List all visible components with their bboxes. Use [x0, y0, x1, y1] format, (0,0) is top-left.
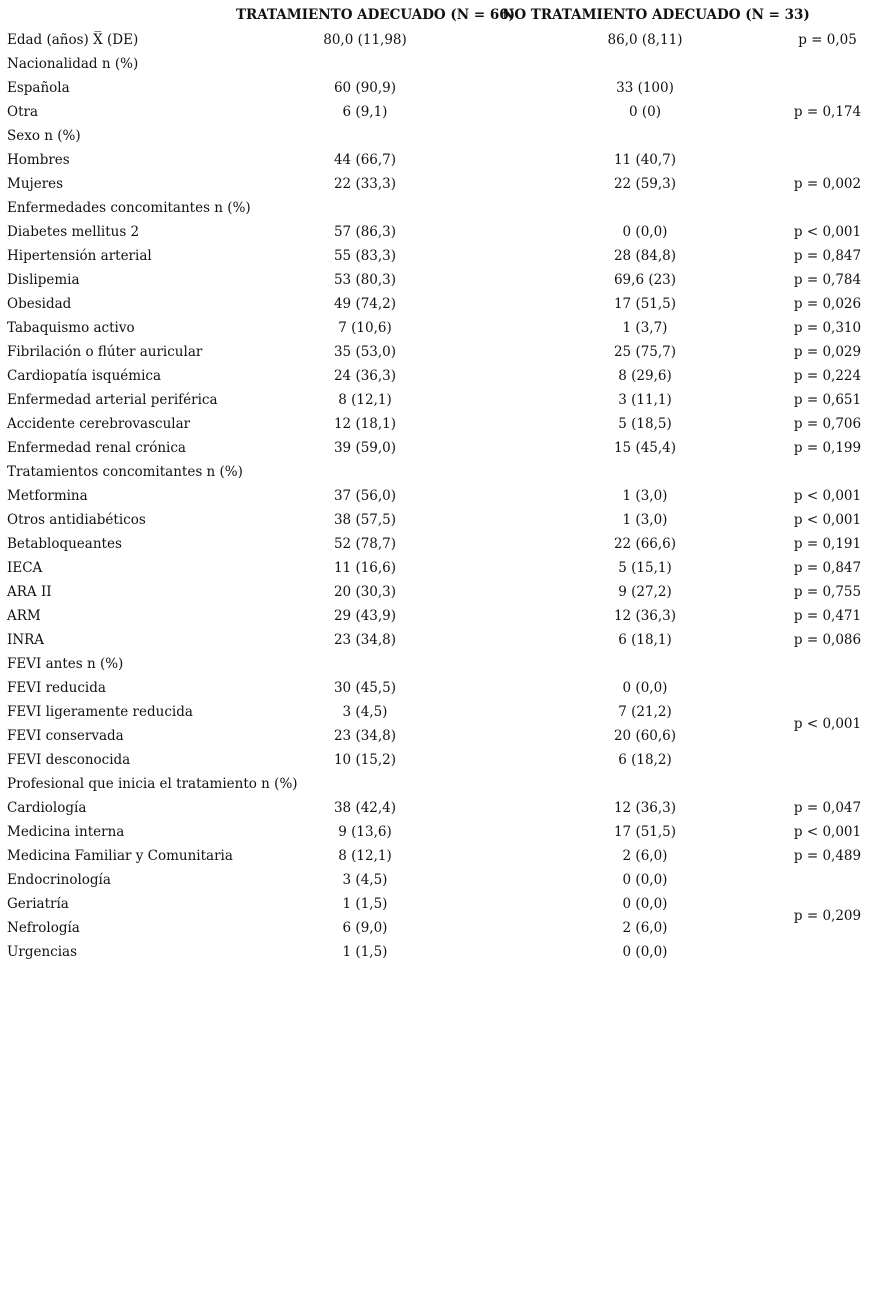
p-value: p < 0,001	[793, 224, 862, 240]
table-row	[0, 316, 871, 340]
table-row	[0, 52, 871, 76]
p-value: p = 0,029	[793, 344, 862, 360]
value-tratamiento-adecuado: 6 (9,0)	[342, 920, 388, 936]
table-row	[0, 676, 871, 700]
value-tratamiento-adecuado: 53 (80,3)	[333, 272, 397, 288]
value-tratamiento-adecuado: 29 (43,9)	[333, 608, 397, 624]
table-row	[0, 292, 871, 316]
p-value-profesional-otros: p = 0,209	[793, 908, 862, 924]
row-label: Obesidad	[7, 296, 72, 312]
value-tratamiento-adecuado: 37 (56,0)	[333, 488, 397, 504]
value-no-tratamiento-adecuado: 69,6 (23)	[613, 272, 677, 288]
value-no-tratamiento-adecuado: 17 (51,5)	[613, 296, 677, 312]
value-tratamiento-adecuado: 9 (13,6)	[338, 824, 392, 840]
table-row	[0, 844, 871, 868]
row-label: Tratamientos concomitantes n (%)	[7, 464, 243, 480]
row-label: Profesional que inicia el tratamiento n (%)	[7, 776, 298, 792]
p-value: p = 0,784	[793, 272, 862, 288]
value-no-tratamiento-adecuado: 0 (0,0)	[622, 944, 668, 960]
value-tratamiento-adecuado: 8 (12,1)	[338, 392, 392, 408]
p-value: p = 0,651	[793, 392, 862, 408]
p-value-sexo: p = 0,002	[793, 176, 862, 192]
value-no-tratamiento-adecuado: 22 (59,3)	[613, 176, 677, 192]
row-label: Hipertensión arterial	[7, 248, 152, 264]
table-row	[0, 604, 871, 628]
row-label: Tabaquismo activo	[7, 320, 135, 336]
value-tratamiento-adecuado: 38 (57,5)	[333, 512, 397, 528]
value-no-tratamiento-adecuado: 1 (3,0)	[622, 512, 668, 528]
row-label: Mujeres	[7, 176, 64, 192]
p-value: p = 0,310	[793, 320, 862, 336]
table-row	[0, 580, 871, 604]
value-tratamiento-adecuado: 7 (10,6)	[338, 320, 392, 336]
value-no-tratamiento-adecuado: 7 (21,2)	[618, 704, 672, 720]
row-label: Metformina	[7, 488, 88, 504]
row-label: FEVI conservada	[7, 728, 124, 744]
table-row	[0, 460, 871, 484]
value-tratamiento-adecuado: 22 (33,3)	[333, 176, 397, 192]
value-no-tratamiento-adecuado: 5 (15,1)	[618, 560, 672, 576]
value-tratamiento-adecuado: 23 (34,8)	[333, 728, 397, 744]
table-row	[0, 364, 871, 388]
value-tratamiento-adecuado: 49 (74,2)	[333, 296, 397, 312]
value-tratamiento-adecuado: 60 (90,9)	[333, 80, 397, 96]
row-label: INRA	[7, 632, 45, 648]
p-value: p = 0,471	[793, 608, 862, 624]
value-no-tratamiento-adecuado: 17 (51,5)	[613, 824, 677, 840]
row-label: IECA	[7, 560, 43, 576]
p-value: p = 0,847	[793, 248, 862, 264]
table-row	[0, 796, 871, 820]
row-label: Otros antidiabéticos	[7, 512, 146, 528]
value-no-tratamiento-adecuado: 9 (27,2)	[618, 584, 672, 600]
table-row	[0, 484, 871, 508]
value-tratamiento-adecuado: 3 (4,5)	[342, 872, 388, 888]
p-value: p = 0,199	[793, 440, 862, 456]
table-row	[0, 508, 871, 532]
value-no-tratamiento-adecuado: 12 (36,3)	[613, 608, 677, 624]
value-no-tratamiento-adecuado: 0 (0,0)	[622, 224, 668, 240]
table-row	[0, 628, 871, 652]
value-tratamiento-adecuado: 57 (86,3)	[333, 224, 397, 240]
row-label: Nacionalidad n (%)	[7, 56, 139, 72]
value-no-tratamiento-adecuado: 11 (40,7)	[613, 152, 677, 168]
value-no-tratamiento-adecuado: 6 (18,2)	[618, 752, 672, 768]
table-header	[0, 0, 871, 28]
p-value: p = 0,047	[793, 800, 862, 816]
value-tratamiento-adecuado: 20 (30,3)	[333, 584, 397, 600]
table-body	[0, 28, 871, 964]
row-label: Nefrología	[7, 920, 80, 936]
value-no-tratamiento-adecuado: 0 (0,0)	[622, 896, 668, 912]
value-no-tratamiento-adecuado: 5 (18,5)	[618, 416, 672, 432]
table-row	[0, 244, 871, 268]
value-tratamiento-adecuado: 1 (1,5)	[342, 944, 388, 960]
row-label: FEVI antes n (%)	[7, 656, 124, 672]
column-header-tratamiento-adecuado: TRATAMIENTO ADECUADO (N = 66)	[236, 7, 516, 23]
table-row	[0, 28, 871, 52]
row-label: Endocrinología	[7, 872, 111, 888]
value-tratamiento-adecuado: 8 (12,1)	[338, 848, 392, 864]
table-row	[0, 700, 871, 724]
value-no-tratamiento-adecuado: 6 (18,1)	[618, 632, 672, 648]
row-label: Medicina Familiar y Comunitaria	[7, 848, 233, 864]
row-label: FEVI reducida	[7, 680, 106, 696]
value-tratamiento-adecuado: 55 (83,3)	[333, 248, 397, 264]
value-no-tratamiento-adecuado: 20 (60,6)	[613, 728, 677, 744]
row-label: Accidente cerebrovascular	[7, 416, 191, 432]
table-row	[0, 820, 871, 844]
p-value-nacionalidad: p = 0,174	[793, 104, 862, 120]
row-label: FEVI ligeramente reducida	[7, 704, 193, 720]
p-value: p = 0,191	[793, 536, 862, 552]
table-row	[0, 916, 871, 940]
value-no-tratamiento-adecuado: 2 (6,0)	[622, 920, 668, 936]
value-tratamiento-adecuado: 24 (36,3)	[333, 368, 397, 384]
p-value: p = 0,489	[793, 848, 862, 864]
table-row	[0, 124, 871, 148]
p-value: p = 0,026	[793, 296, 862, 312]
row-label: Enfermedad renal crónica	[7, 440, 186, 456]
value-tratamiento-adecuado: 44 (66,7)	[333, 152, 397, 168]
value-tratamiento-adecuado: 3 (4,5)	[342, 704, 388, 720]
table-row	[0, 100, 871, 124]
row-label: ARA II	[7, 584, 52, 600]
value-tratamiento-adecuado: 52 (78,7)	[333, 536, 397, 552]
row-label: Cardiología	[7, 800, 87, 816]
row-label: Española	[7, 80, 70, 96]
value-no-tratamiento-adecuado: 0 (0,0)	[622, 872, 668, 888]
p-value: p = 0,706	[793, 416, 862, 432]
value-no-tratamiento-adecuado: 2 (6,0)	[622, 848, 668, 864]
table-row	[0, 748, 871, 772]
row-label: Edad (años) X̅ (DE)	[7, 32, 139, 48]
value-no-tratamiento-adecuado: 1 (3,7)	[622, 320, 668, 336]
row-label: Diabetes mellitus 2	[7, 224, 140, 240]
value-no-tratamiento-adecuado: 28 (84,8)	[613, 248, 677, 264]
value-tratamiento-adecuado: 11 (16,6)	[333, 560, 397, 576]
row-label: Sexo n (%)	[7, 128, 81, 144]
row-label: Geriatría	[7, 896, 69, 912]
row-label: Hombres	[7, 152, 70, 168]
value-tratamiento-adecuado: 12 (18,1)	[333, 416, 397, 432]
table-row	[0, 388, 871, 412]
table-row	[0, 652, 871, 676]
row-label: Enfermedades concomitantes n (%)	[7, 200, 251, 216]
value-no-tratamiento-adecuado: 1 (3,0)	[622, 488, 668, 504]
table-row	[0, 268, 871, 292]
value-tratamiento-adecuado: 35 (53,0)	[333, 344, 397, 360]
row-label: Urgencias	[7, 944, 78, 960]
value-no-tratamiento-adecuado: 3 (11,1)	[618, 392, 672, 408]
table-row	[0, 772, 871, 796]
p-value: p < 0,001	[793, 488, 862, 504]
p-value: p < 0,001	[793, 512, 862, 528]
value-no-tratamiento-adecuado: 25 (75,7)	[613, 344, 677, 360]
row-label: Cardiopatía isquémica	[7, 368, 161, 384]
value-no-tratamiento-adecuado: 8 (29,6)	[618, 368, 672, 384]
column-header-no-tratamiento-adecuado: NO TRATAMIENTO ADECUADO (N = 33)	[502, 7, 810, 23]
value-no-tratamiento-adecuado: 15 (45,4)	[613, 440, 677, 456]
p-value: p < 0,001	[793, 824, 862, 840]
table-row	[0, 412, 871, 436]
p-value-fevi: p < 0,001	[793, 716, 862, 732]
row-label: Otra	[7, 104, 38, 120]
row-label: FEVI desconocida	[7, 752, 131, 768]
table-row	[0, 868, 871, 892]
value-tratamiento-adecuado: 23 (34,8)	[333, 632, 397, 648]
value-tratamiento-adecuado: 6 (9,1)	[342, 104, 388, 120]
table-row	[0, 196, 871, 220]
value-tratamiento-adecuado: 38 (42,4)	[333, 800, 397, 816]
row-label: ARM	[7, 608, 41, 624]
table-row	[0, 220, 871, 244]
table-row	[0, 340, 871, 364]
row-label: Enfermedad arterial periférica	[7, 392, 218, 408]
table-row	[0, 556, 871, 580]
table-row	[0, 940, 871, 964]
table-row	[0, 436, 871, 460]
table-row	[0, 76, 871, 100]
table-row	[0, 172, 871, 196]
p-value: p = 0,086	[793, 632, 862, 648]
value-no-tratamiento-adecuado: 22 (66,6)	[613, 536, 677, 552]
p-value: p = 0,847	[793, 560, 862, 576]
value-tratamiento-adecuado: 30 (45,5)	[333, 680, 397, 696]
value-no-tratamiento-adecuado: 86,0 (8,11)	[607, 32, 683, 48]
table-row	[0, 148, 871, 172]
table-row	[0, 532, 871, 556]
table-row	[0, 892, 871, 916]
p-value: p = 0,755	[793, 584, 862, 600]
p-value: p = 0,05	[798, 32, 857, 48]
value-no-tratamiento-adecuado: 0 (0,0)	[622, 680, 668, 696]
row-label: Betabloqueantes	[7, 536, 122, 552]
value-no-tratamiento-adecuado: 12 (36,3)	[613, 800, 677, 816]
row-label: Fibrilación o flúter auricular	[7, 344, 203, 360]
value-tratamiento-adecuado: 80,0 (11,98)	[323, 32, 407, 48]
value-no-tratamiento-adecuado: 33 (100)	[616, 80, 674, 96]
table-row	[0, 724, 871, 748]
value-tratamiento-adecuado: 39 (59,0)	[333, 440, 397, 456]
value-no-tratamiento-adecuado: 0 (0)	[628, 104, 661, 120]
value-tratamiento-adecuado: 10 (15,2)	[333, 752, 397, 768]
row-label: Dislipemia	[7, 272, 80, 288]
value-tratamiento-adecuado: 1 (1,5)	[342, 896, 388, 912]
row-label: Medicina interna	[7, 824, 125, 840]
p-value: p = 0,224	[793, 368, 862, 384]
